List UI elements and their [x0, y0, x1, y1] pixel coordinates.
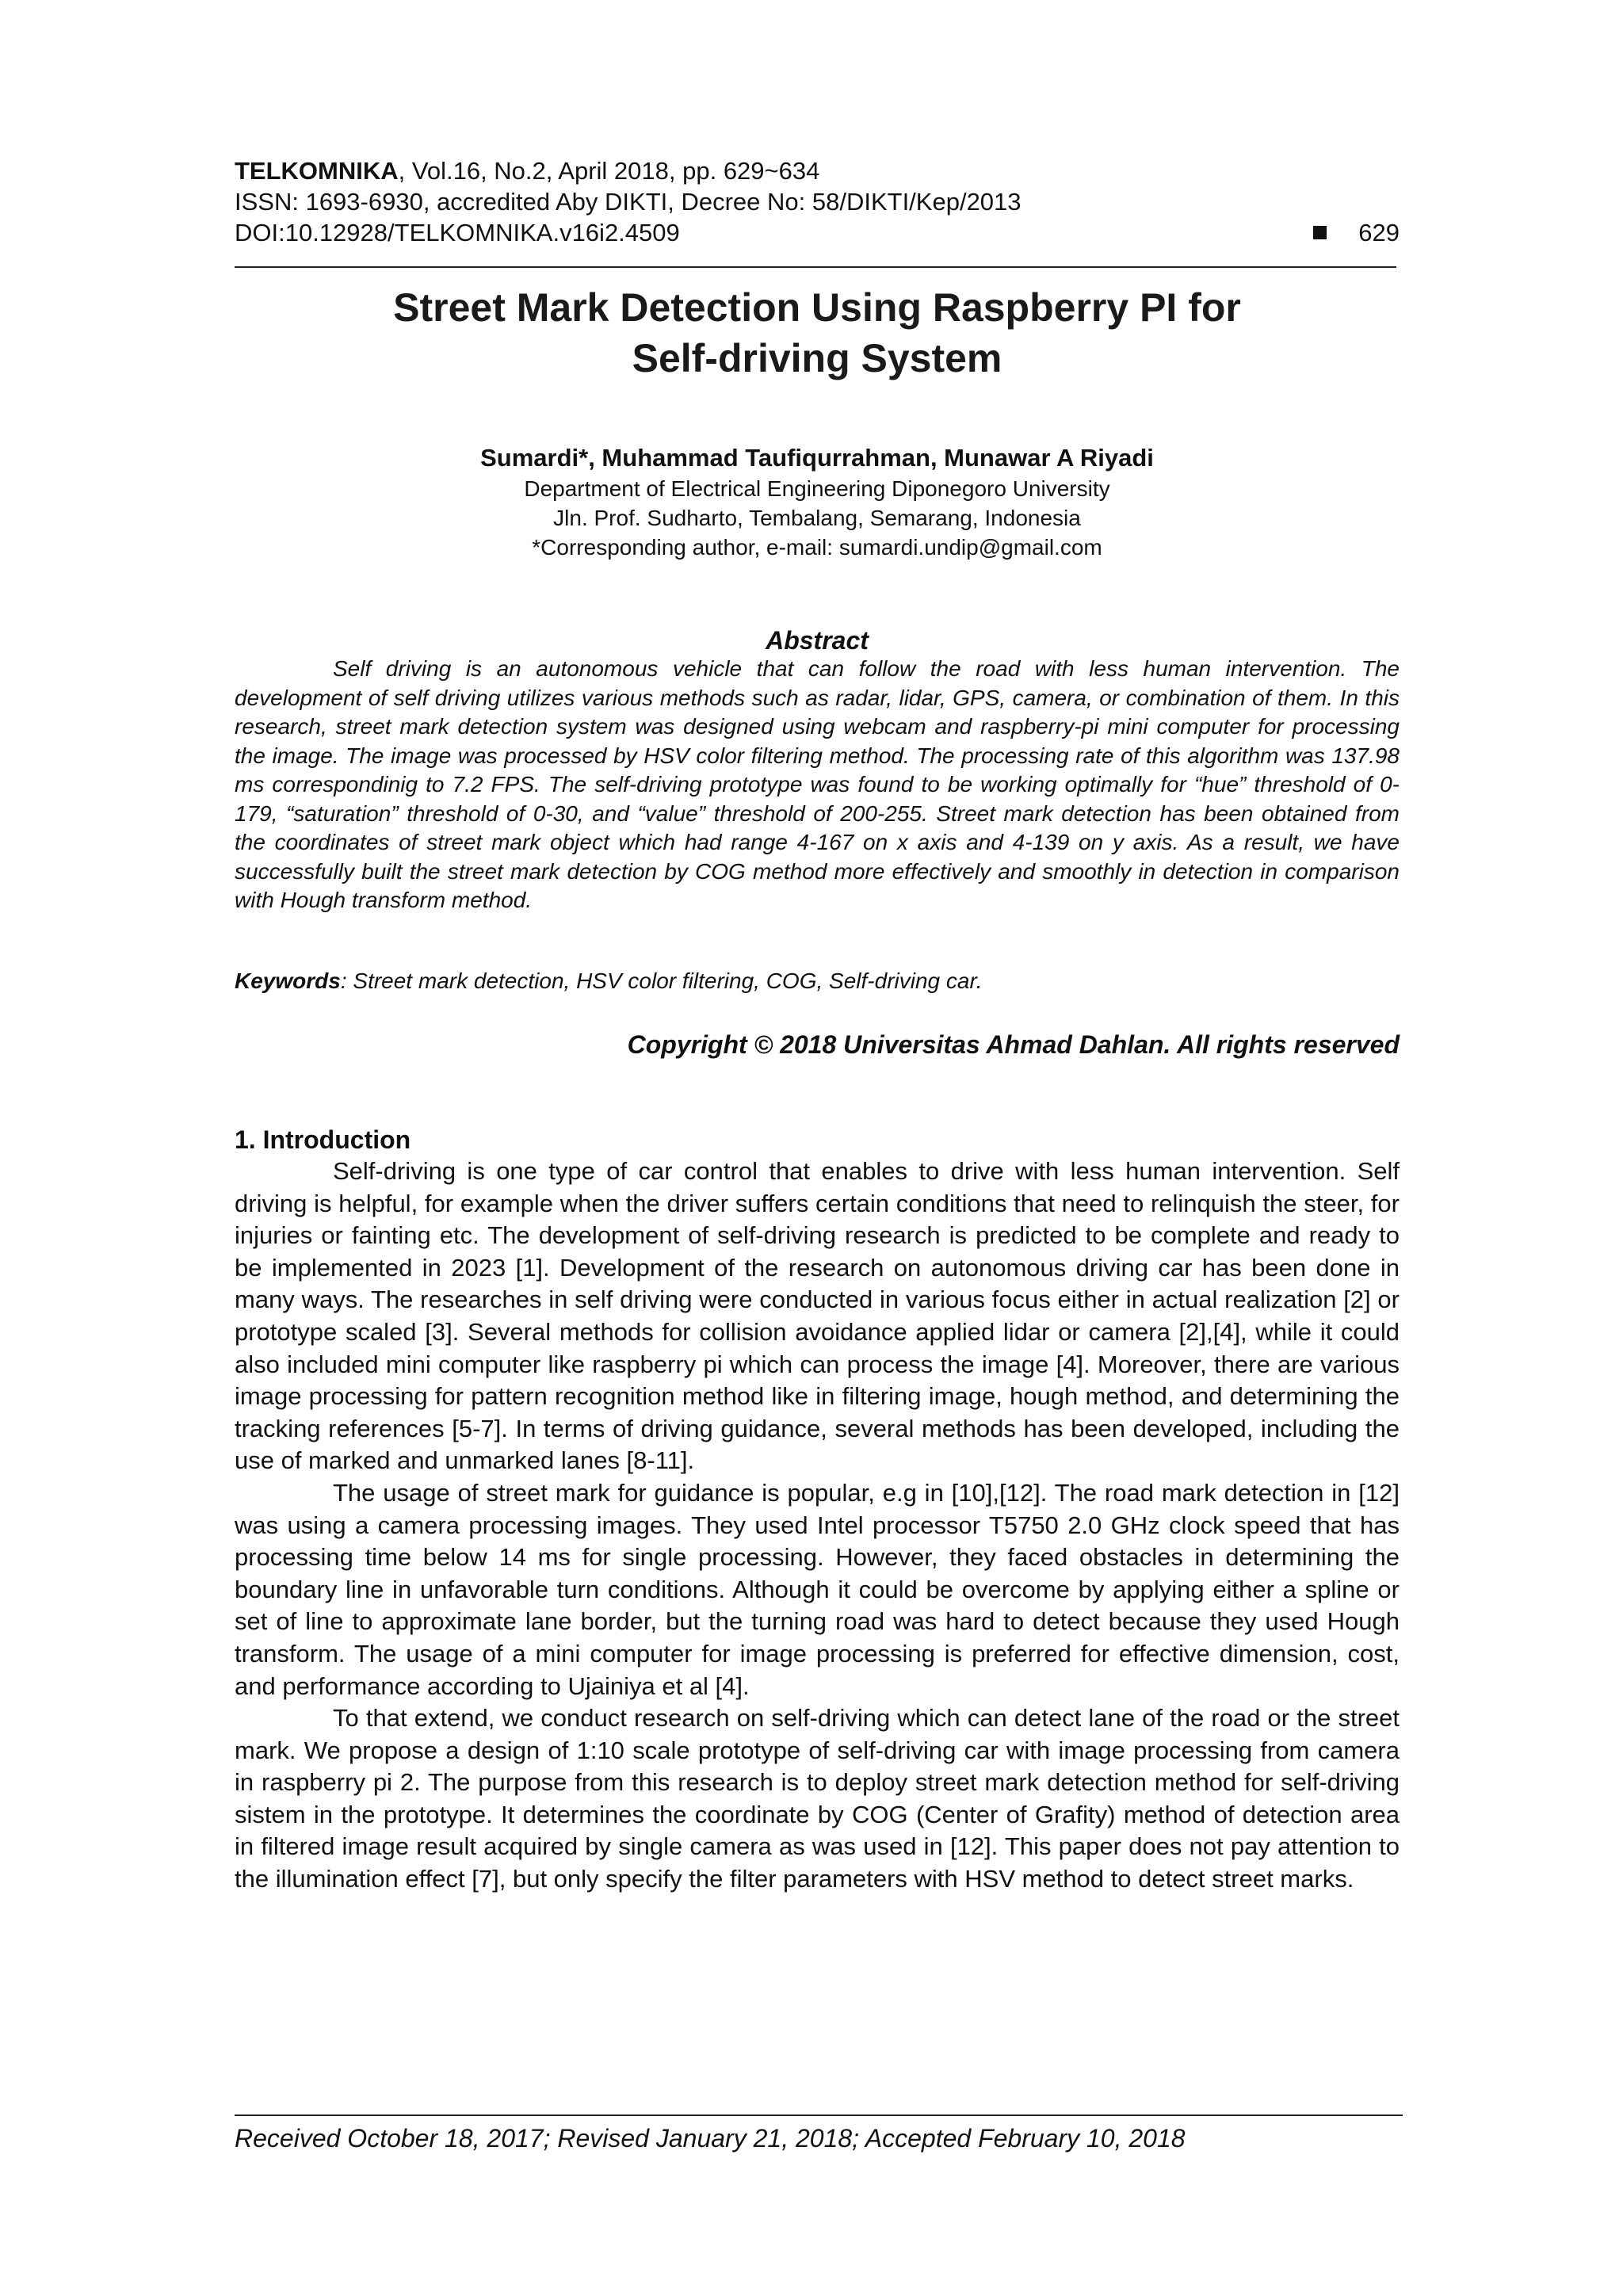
body-paragraph: The usage of street mark for guidance is popular, e.g in [10],[12]. The road mark detection in [12] was using a camera processing images. They used Intel processor T5750 2.0 GHz clock speed that has processing time below 14 ms for single processing. However, they faced obstacles in determining the boundary line in unfavorable turn conditions. Although it could be overcome by applying either a spline or set of line to approximate lane border, but the turning road was hard to detect because they used Hough transform. The usage of a mini computer for image processing is preferred for effective dimension, cost, and performance according to Ujainiya et al [4].: [235, 1478, 1400, 1700]
abstract-text: Self driving is an autonomous vehicle that can follow the road with less human intervention. The development of self driving utilizes various methods such as radar, lidar, GPS, camera, or combination of them. In this research, street mark detection system was designed using webcam and raspberry-pi mini computer for processing the image. The image was processed by HSV color filtering method. The processing rate of this algorithm was 137.98 ms correspondinig to 7.2 FPS. The self-driving prototype was found to be working optimally for “hue” threshold of 0-179, “saturation” threshold of 0-30, and “value” threshold of 200-255. Street mark detection has been obtained from the coordinates of street mark object which had range 4-167 on x axis and 4-139 on y axis. As a result, we have successfully built the street mark detection by COG method more effectively and smoothly in detection in comparison with Hough transform method.: [235, 656, 1400, 912]
issn-line: ISSN: 1693-6930, accredited Aby DIKTI, Decree No: 58/DIKTI/Kep/2013: [235, 188, 1022, 216]
journal-name: TELKOMNIKA: [235, 157, 399, 185]
page-marker: [1313, 217, 1400, 248]
keywords: [235, 967, 1400, 995]
header-divider: [235, 266, 1396, 268]
journal-header: [235, 155, 1400, 248]
author-address: Jln. Prof. Sudharto, Tembalang, Semarang, Indonesia: [553, 506, 1081, 530]
page-number: 629: [1358, 219, 1400, 246]
author-block: [235, 442, 1400, 562]
corresponding-author: *Corresponding author, e-mail: sumardi.undip@gmail.com: [532, 535, 1102, 560]
received-dates: Received October 18, 2017; Revised January 21, 2018; Accepted February 10, 2018: [235, 2124, 1186, 2153]
citation-details: , Vol.16, No.2, April 2018, pp. 629~634: [398, 157, 820, 185]
body-paragraph: Self-driving is one type of car control that enables to drive with less human intervention. Self driving is helpful, for example when the driver suffers certain conditions that need to relinquish the steer, for injuries or fainting etc. The development of self-driving research is predicted to be complete and ready to be implemented in 2023 [1]. Development of the research on autonomous driving car has been done in many ways. The researches in self driving were conducted in various focus either in actual realization [2] or prototype scaled [3]. Several methods for collision avoidance applied lidar or camera [2],[4], while it could also included mini computer like raspberry pi which can process the image [4]. Moreover, there are various image processing for pattern recognition method like in filtering image, hough method, and determining the tracking references [5-7]. In terms of driving guidance, several methods has been developed, including the use of marked and unmarked lanes [8-11].: [235, 1157, 1400, 1475]
section-heading-introduction: 1. Introduction: [235, 1125, 411, 1154]
keywords-label: Keywords: [235, 968, 341, 993]
citation-line: [235, 155, 1400, 186]
title-line-2: Self-driving System: [632, 336, 1002, 380]
keywords-text: : Street mark detection, HSV color filtering, COG, Self-driving car.: [340, 968, 983, 993]
author-department: Department of Electrical Engineering Diponegoro University: [524, 476, 1110, 501]
introduction-body: [235, 1156, 1400, 1896]
paper-title: [235, 282, 1400, 384]
body-paragraph: To that extend, we conduct research on self-driving which can detect lane of the road or the street mark. We propose a design of 1:10 scale prototype of self-driving car with image processing from camera in raspberry pi 2. The purpose from this research is to deploy street mark detection method for self-driving sistem in the prototype. It determines the coordinate by COG (Center of Grafity) method of detection area in filtered image result acquired by single camera as was used in [12]. This paper does not pay attention to the illumination effect [7], but only specify the filter parameters with HSV method to detect street marks.: [235, 1704, 1400, 1893]
abstract-heading: Abstract: [766, 626, 869, 655]
black-square-icon: [1313, 226, 1327, 239]
footer-divider: [235, 2115, 1403, 2116]
copyright-notice: Copyright © 2018 Universitas Ahmad Dahlan. All rights reserved: [627, 1030, 1400, 1059]
doi-line: DOI:10.12928/TELKOMNIKA.v16i2.4509: [235, 219, 680, 246]
author-names: Sumardi*, Muhammad Taufiqurrahman, Munawar A Riyadi: [480, 444, 1154, 472]
title-line-1: Street Mark Detection Using Raspberry PI for: [393, 285, 1241, 330]
